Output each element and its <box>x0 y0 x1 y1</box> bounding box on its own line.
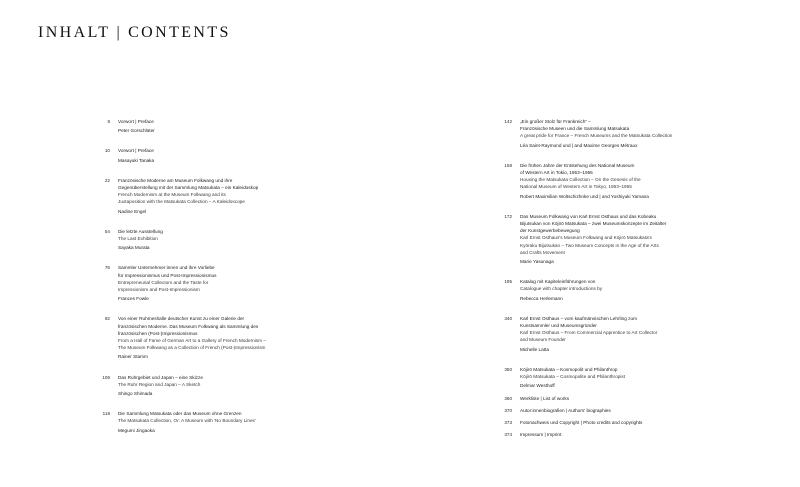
toc-line: Die frühen Jahre der Entstehung des National Museum <box>520 162 635 168</box>
toc-entry-text <box>520 366 788 390</box>
toc-page-number: 10 <box>104 148 110 154</box>
toc-entry-text <box>118 118 418 134</box>
toc-author: Léa Saint-Raymond und | and Maxime Georges Métraux <box>520 142 638 148</box>
toc-line: „Ein großer Stolz für Frankreich“ – <box>520 119 591 124</box>
toc-page-number: 360 <box>504 396 512 402</box>
toc-author: Peter Gorschlüter <box>118 128 155 134</box>
toc-line: Französische Museen und die Sammlung Matsukata <box>520 126 630 132</box>
toc-page-number: 373 <box>504 420 512 426</box>
toc-entry[interactable] <box>102 374 418 398</box>
toc-page-number: 195 <box>504 279 512 285</box>
toc-entry[interactable] <box>104 264 418 302</box>
page-title <box>38 24 231 42</box>
toc-line: Karl Ernst Osthaus's Museum Folkwang and Kōjirō Matsukata's <box>520 235 652 241</box>
toc-page-number: 106 <box>102 374 110 380</box>
toc-page-number: 370 <box>504 408 512 414</box>
toc-page-number: 172 <box>504 213 512 219</box>
toc-entry[interactable] <box>504 315 788 353</box>
toc-line: Impressum | Imprint <box>520 432 562 438</box>
toc-author: Delmar Westhoff <box>520 383 555 389</box>
toc-page-number: 118 <box>102 411 110 417</box>
toc-line: französischen (Post-)Impressionismus <box>118 330 198 336</box>
toc-line: Impressionism and Post-Impressionism <box>118 287 200 293</box>
toc-entry-text <box>118 374 418 398</box>
toc-line: Gegenüberstellung mit der Sammlung Matsukata – ein Kaleidoskop <box>118 185 259 191</box>
toc-line: für Impressionismus und Post-Impressionismus <box>118 272 217 278</box>
toc-line: der Kunstgewerbebewegung <box>520 228 580 234</box>
toc-page-number: 158 <box>504 162 512 168</box>
toc-page-number: 54 <box>104 228 110 234</box>
toc-entry[interactable] <box>104 147 418 163</box>
toc-entry[interactable] <box>504 278 788 302</box>
toc-line: Juxtaposition with the Matsukata Collection – A Kaleidoscope <box>118 199 245 205</box>
toc-entry-text <box>520 395 788 403</box>
toc-entry[interactable] <box>504 407 788 417</box>
toc-line: The Matsukata Collection, Or: A Museum with 'No Boundary Lines' <box>118 418 256 424</box>
toc-entry-text <box>520 278 788 302</box>
toc-entry-text <box>118 315 418 360</box>
toc-author: Sayaka Murata <box>118 245 150 251</box>
toc-line: Kōjirō Matsukata – Kosmopolit und Philanthrop <box>520 366 618 372</box>
toc-entry[interactable] <box>104 315 418 360</box>
toc-entry-text <box>520 213 788 265</box>
toc-author: Nadine Engel <box>118 208 147 214</box>
toc-entry-text <box>520 315 788 353</box>
toc-entry-text <box>520 419 788 427</box>
toc-author: Marie Yasunaga <box>520 259 554 265</box>
toc-entry[interactable] <box>504 419 788 429</box>
toc-page-number: 76 <box>104 265 110 271</box>
toc-line: Vorwort | Preface <box>118 119 154 124</box>
toc-entry-text <box>520 118 788 149</box>
toc-line: and Museum Founder <box>520 337 566 343</box>
toc-line: and Crafts Movement <box>520 249 565 255</box>
toc-line: Französische Moderne am Museum Folkwang und ihre <box>118 177 233 183</box>
toc-line: A great pride for France – French Museums and the Matsukata Collection <box>520 133 673 139</box>
toc-line: Entrepreneurial Collectors and the Taste for <box>118 279 209 285</box>
toc-line: Die letzte Ausstellung <box>118 228 163 234</box>
toc-entry[interactable] <box>504 431 788 441</box>
toc-page-number: 350 <box>504 366 512 372</box>
toc-entry-text <box>520 162 788 200</box>
toc-entry[interactable] <box>104 177 418 215</box>
toc-line: French Modernism at the Museum Folkwang and its <box>118 192 226 198</box>
toc-page-number: 92 <box>104 316 110 322</box>
toc-author: Robert Maximilian Woltschizhnke und | and Yoshiyuki Yamana <box>520 193 649 199</box>
toc-line: Fotonachweis und Copyright | Photo credits and copyrights <box>520 420 643 426</box>
toc-entry-text <box>520 407 788 415</box>
toc-entry-text <box>118 264 418 302</box>
toc-entry[interactable] <box>504 213 788 265</box>
toc-entry-text <box>118 228 418 252</box>
toc-line: Bijutsukan von Kōjirō Matsukata – zwei Museumskonzepte im Zeitalter <box>520 221 667 227</box>
toc-line: Karl Ernst Osthaus – vom kaufmännischen Lehrling zum <box>520 315 637 321</box>
toc-line: The Ruhr Region and Japan – A Sketch <box>118 381 201 387</box>
toc-line: Sammler Unternehmer:innen und ihre Vorliebe <box>118 265 215 271</box>
toc-page-number: 22 <box>104 177 110 183</box>
toc-entry[interactable] <box>504 118 788 149</box>
toc-line: Autor:innenbiografien | Authors' biographies <box>520 408 611 414</box>
toc-author: Rebecca Herlemann <box>520 295 563 301</box>
toc-line: The Museum Folkwang as a Collection of French (Post-)Impressionism <box>118 345 266 351</box>
toc-author: Michelle Latta <box>520 346 549 352</box>
contents-column-right <box>504 118 788 443</box>
toc-line: Kōjirō Matsukata – Cosmopolite and Philanthropist <box>520 374 626 380</box>
toc-line: Kunstsammler und Museumsgründer <box>520 323 597 329</box>
toc-entry[interactable] <box>504 162 788 200</box>
toc-entry[interactable] <box>504 366 788 390</box>
toc-line: From a Hall of Fame of German Art to a Gallery of French Modernism – <box>118 338 266 344</box>
toc-page-number: 8 <box>107 119 110 124</box>
toc-line: National Museum of Western Art in Tokyo, 1953–1955 <box>520 184 632 190</box>
page-title-english: CONTENTS <box>128 24 231 41</box>
toc-page-number: 142 <box>504 119 512 124</box>
page-title-divider: | <box>116 24 123 41</box>
toc-line: Karl Ernst Osthaus – From Commercial Apprentice to Art Collector <box>520 330 658 336</box>
toc-entry[interactable] <box>102 410 418 434</box>
back-matter-list <box>504 395 788 441</box>
toc-page-number: 340 <box>504 315 512 321</box>
toc-line: The Last Exhibition <box>118 236 158 242</box>
toc-line: Das Museum Folkwang von Karl Ernst Osthaus und das Kobeaku <box>520 213 657 219</box>
toc-line: Werkliste | List of works <box>520 396 570 402</box>
toc-author: Megumi Jingaoka <box>118 427 155 433</box>
toc-line: französischen Moderne. Das Museum Folkwang als Sammlung des <box>118 323 259 329</box>
toc-line: Das Ruhrgebiet und Japan – eine Skizze <box>118 374 203 380</box>
toc-author: Masayuki Tanaka <box>118 157 155 163</box>
toc-entry[interactable] <box>104 228 418 252</box>
toc-author: Rainer Stamm <box>118 354 148 360</box>
toc-author: Frances Fowle <box>118 296 149 302</box>
contents-column-left <box>102 118 418 447</box>
toc-line: of Western Art in Tokio, 1953–1955 <box>520 170 593 176</box>
toc-line: Vorwort | Preface <box>118 148 154 154</box>
toc-line: Housing the Matsukata Collection – On the Genesis of the <box>520 177 641 183</box>
toc-line: Die Sammlung Matsukata oder das Museum ohne Grenzen <box>118 411 242 417</box>
toc-entry[interactable] <box>107 118 418 134</box>
toc-entry-text <box>118 147 418 163</box>
toc-line: Catalogue with chapter introductions by <box>520 286 603 292</box>
toc-entry-text <box>118 410 418 434</box>
toc-author: Shingo Shimada <box>118 391 153 397</box>
toc-line: Kyōraku Bijutsukan – Two Museum Concepts in the Age of the Arts <box>520 242 659 248</box>
page-title-german: INHALT <box>38 24 111 41</box>
toc-entry-text <box>118 177 418 215</box>
toc-line: Katalog mit Kapiteleinführungen von <box>520 279 596 285</box>
toc-line: Von einer Ruhmeshalle deutscher Kunst zu einer Galerie der <box>118 316 245 322</box>
toc-page-number: 374 <box>504 432 512 438</box>
toc-entry-text <box>520 431 788 439</box>
toc-entry[interactable] <box>504 395 788 405</box>
